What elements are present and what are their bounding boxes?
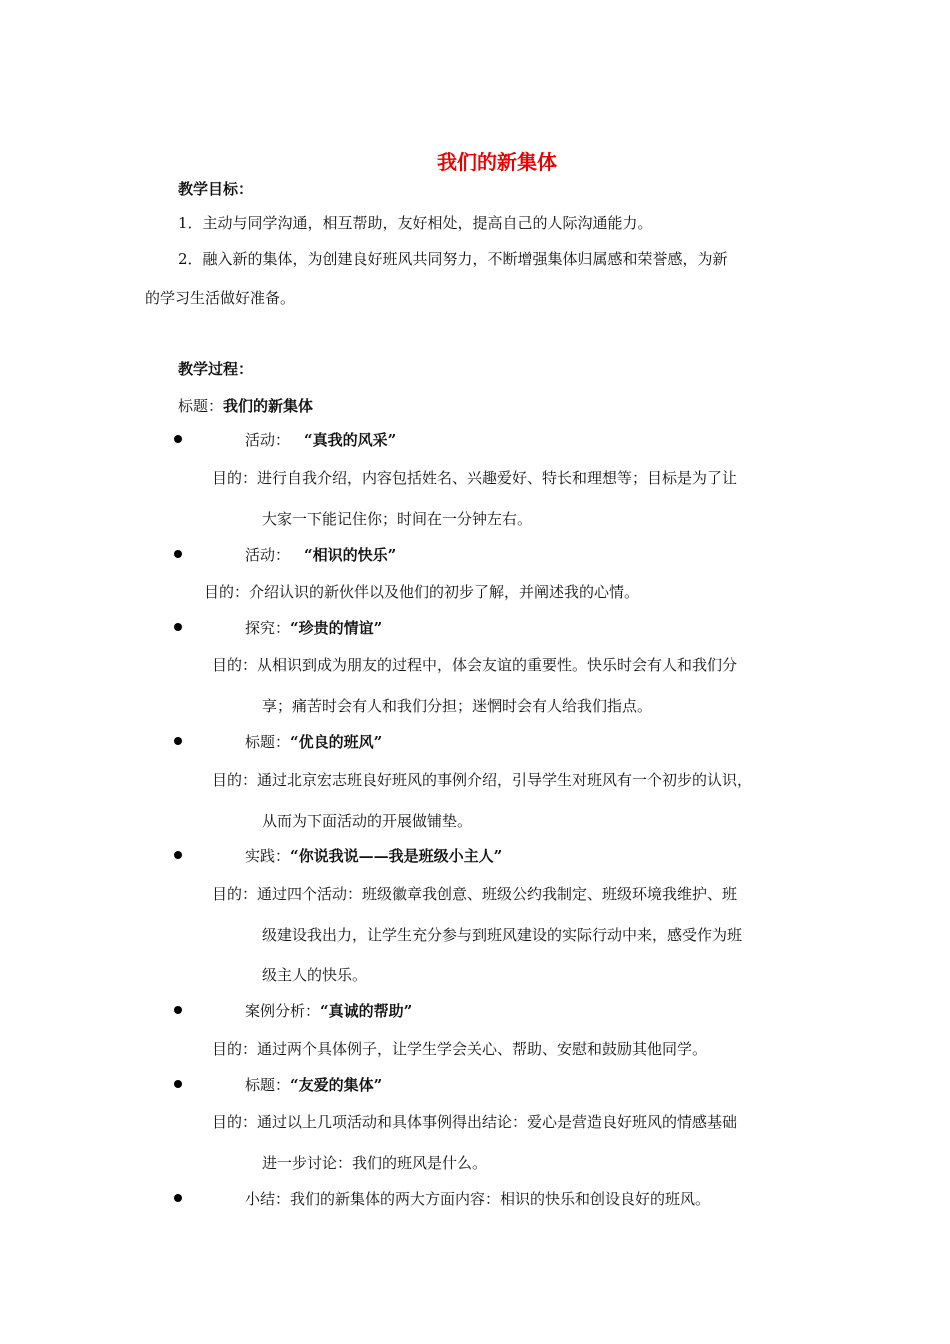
item-1-purpose-line-1 [212, 468, 737, 488]
item-label: 活动： [245, 546, 291, 564]
bullet-2 [174, 550, 182, 558]
item-7-purpose-line-2: 进一步讨论：我们的班风是什么。 [262, 1154, 488, 1172]
item-name: “真我的风采” [304, 431, 397, 449]
bullet-3 [174, 623, 182, 631]
item-3-purpose-line-2: 享；痛苦时会有人和我们分担；迷惘时会有人给我们指点。 [262, 697, 653, 715]
item-5-heading [245, 846, 502, 866]
item-6-purpose-line-1 [212, 1039, 707, 1059]
item-1-heading [245, 430, 396, 450]
item-label: 标题： [245, 1076, 291, 1094]
objective-2-line-2: 的学习生活做好准备。 [145, 289, 296, 307]
purpose-text: 介绍认识的新伙伴以及他们的初步了解，并阐述我的心情。 [249, 583, 640, 601]
item-7-purpose-line-1 [212, 1112, 737, 1132]
item-8-summary [245, 1189, 710, 1209]
item-name: “你说我说——我是班级小主人” [290, 847, 503, 865]
bullet-6 [174, 1006, 182, 1014]
item-1-purpose-line-2: 大家一下能记住你；时间在一分钟左右。 [262, 510, 533, 528]
summary-text: 我们的新集体的两大方面内容：相识的快乐和创设良好的班风。 [290, 1190, 711, 1208]
item-5-purpose-line-1 [212, 884, 737, 904]
purpose-label: 目的： [212, 469, 258, 487]
item-label: 活动： [245, 431, 291, 449]
purpose-text: 通过两个具体例子，让学生学会关心、帮助、安慰和鼓励其他同学。 [257, 1040, 708, 1058]
bullet-4 [174, 737, 182, 745]
item-name: “真诚的帮助” [320, 1002, 413, 1020]
item-name: “相识的快乐” [304, 546, 397, 564]
purpose-label: 目的： [212, 771, 258, 789]
item-label: 标题： [245, 733, 291, 751]
purpose-text: 通过以上几项活动和具体事例得出结论：爱心是营造良好班风的情感基础 [257, 1113, 738, 1131]
item-7-heading [245, 1075, 382, 1095]
item-4-purpose-line-2: 从而为下面活动的开展做铺垫。 [262, 812, 473, 830]
purpose-text: 从相识到成为朋友的过程中，体会友谊的重要性。快乐时会有人和我们分 [257, 656, 738, 674]
bullet-8 [174, 1194, 182, 1202]
bullet-1 [174, 435, 182, 443]
process-topic [178, 396, 313, 416]
process-heading: 教学过程： [178, 360, 254, 378]
item-2-heading [245, 545, 396, 565]
topic-label: 标题： [178, 397, 224, 415]
purpose-label: 目的： [204, 583, 250, 601]
topic-value: 我们的新集体 [223, 397, 314, 415]
page-title: 我们的新集体 [437, 150, 557, 174]
item-5-purpose-line-2: 级建设我出力，让学生充分参与到班风建设的实际行动中来，感受作为班 [262, 926, 743, 944]
item-name: “友爱的集体” [290, 1076, 383, 1094]
purpose-text: 通过四个活动：班级徽章我创意、班级公约我制定、班级环境我维护、班 [257, 885, 738, 903]
item-name: “优良的班风” [290, 733, 383, 751]
purpose-label: 目的： [212, 656, 258, 674]
purpose-text: 通过北京宏志班良好班风的事例介绍，引导学生对班风有一个初步的认识， [257, 771, 753, 789]
item-6-heading [245, 1001, 412, 1021]
item-label: 探究： [245, 619, 291, 637]
item-2-purpose-line-1 [204, 582, 639, 602]
objective-1: 1．主动与同学沟通，相互帮助，友好相处，提高自己的人际沟通能力。 [178, 214, 653, 232]
item-3-heading [245, 618, 382, 638]
purpose-label: 目的： [212, 885, 258, 903]
item-4-purpose-line-1 [212, 770, 752, 790]
item-label: 实践： [245, 847, 291, 865]
bullet-7 [174, 1080, 182, 1088]
item-4-heading [245, 732, 382, 752]
item-label: 小结： [245, 1190, 291, 1208]
purpose-label: 目的： [212, 1113, 258, 1131]
objectives-heading: 教学目标： [178, 180, 254, 198]
bullet-5 [174, 851, 182, 859]
item-5-purpose-line-3: 级主人的快乐。 [262, 966, 368, 984]
purpose-text: 进行自我介绍，内容包括姓名、兴趣爱好、特长和理想等；目标是为了让 [257, 469, 738, 487]
item-name: “珍贵的情谊” [290, 619, 383, 637]
item-label: 案例分析： [245, 1002, 321, 1020]
objective-2-line-1: 2．融入新的集体，为创建良好班风共同努力，不断增强集体归属感和荣誉感，为新 [178, 250, 728, 268]
item-3-purpose-line-1 [212, 655, 737, 675]
purpose-label: 目的： [212, 1040, 258, 1058]
